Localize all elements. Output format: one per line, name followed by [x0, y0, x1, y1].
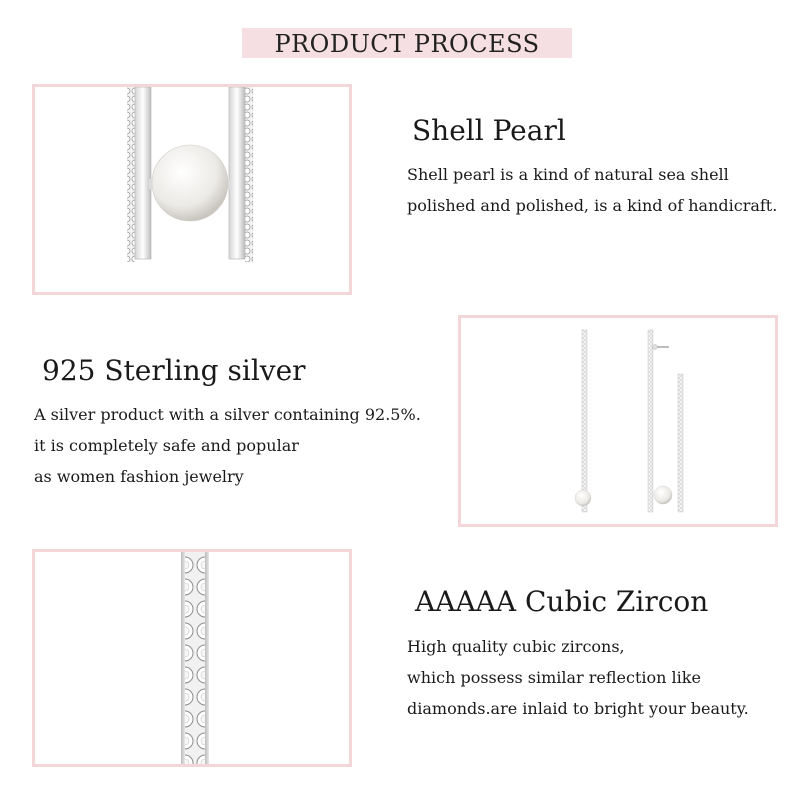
description-line: Shell pearl is a kind of natural sea shell: [407, 165, 729, 184]
shell-pearl-description: [407, 159, 777, 221]
description-line: as women fashion jewelry: [34, 467, 244, 486]
description-line: A silver product with a silver containing 92.5%.: [34, 405, 421, 424]
cubic-zircon-image: [32, 549, 352, 767]
sterling-silver-image: [458, 315, 778, 527]
description-line: it is completely safe and popular: [34, 436, 299, 455]
shell-pearl-image: [32, 84, 352, 295]
page-title: PRODUCT PROCESS: [274, 30, 540, 58]
sterling-silver-description: [34, 399, 421, 492]
sterling-silver-heading: 925 Sterling silver: [42, 354, 306, 387]
cubic-zircon-description: [407, 631, 749, 724]
cubic-zircon-heading: AAAAA Cubic Zircon: [415, 585, 709, 618]
description-line: polished and polished, is a kind of handicraft.: [407, 196, 778, 215]
description-line: High quality cubic zircons,: [407, 637, 625, 656]
description-line: diamonds.are inlaid to bright your beauty.: [407, 699, 749, 718]
shell-pearl-heading: Shell Pearl: [412, 114, 566, 147]
description-line: which possess similar reflection like: [407, 668, 701, 687]
